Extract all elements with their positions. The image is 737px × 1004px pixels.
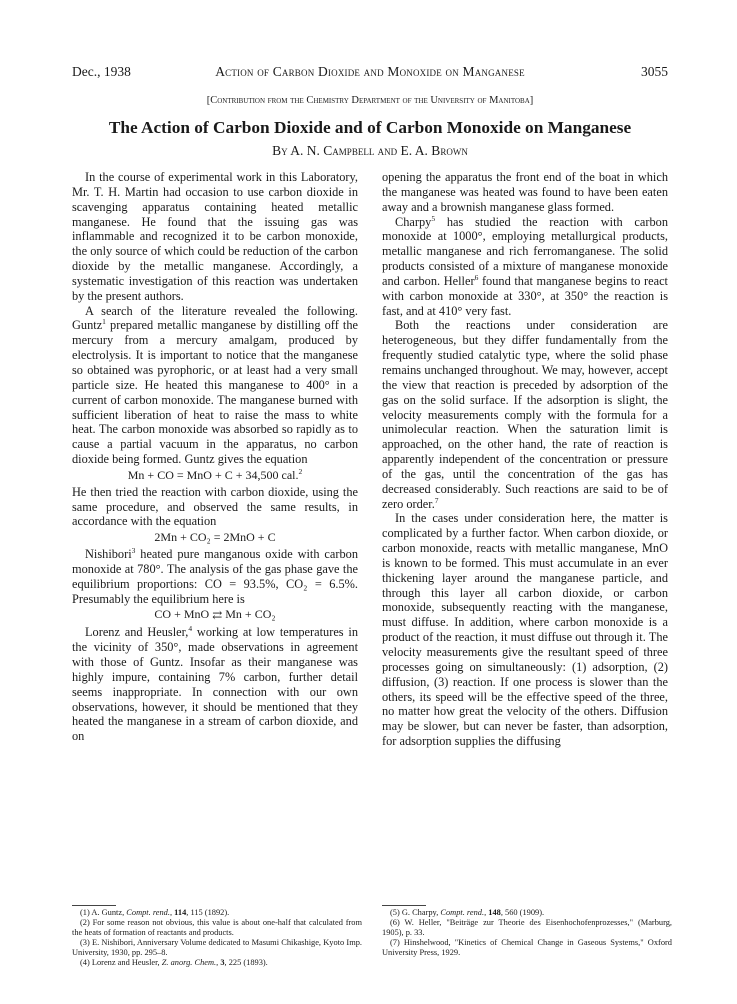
equation bbox=[72, 468, 358, 483]
text-run: prepared metallic manganese by distilling off the mercury from a mercury amalgam, produced by electrolysis. It is important to notice that the manganese so obtained was pyrophoric, or at least had a very small particle size. He heated this manganese to 400° in a current of carbon monoxide. The manganese burned with sufficient liberation of heat to raise the mass to white heat. The carbon monoxide was absorbed so rapidly as to cause a partial vacuum in the apparatus, no carbon dioxide being formed. Guntz gives the equation bbox=[72, 318, 358, 467]
equation: 2Mn + CO₂ = 2MnO + C bbox=[154, 530, 276, 545]
running-head bbox=[72, 64, 668, 82]
equation-text: CO + MnO bbox=[154, 607, 210, 622]
text-run: , bbox=[216, 958, 221, 967]
page-number: 3055 bbox=[641, 64, 668, 79]
footnote-ref: 6 bbox=[474, 272, 479, 282]
footnote-ref: 4 bbox=[188, 624, 193, 634]
paragraph bbox=[72, 547, 358, 606]
text-run: heated pure manganous oxide with carbon monoxide at 780°. The analysis of the gas phase gave the equilibrium proportions: CO = 93.5%, CO₂ = 6.5%. Presumably the equilibrium here is bbox=[72, 547, 358, 606]
text-run: Charpy bbox=[395, 214, 432, 229]
author-byline: By A. N. Campbell and E. A. Brown bbox=[272, 143, 468, 158]
text-run: Both the reactions under consideration are heterogeneous, but they differ fundamentally from the frequently studied catalytic type, where the solid phase remains unchanged throughout. We may, however, accept the view that reaction is preceded by adsorption of the gas on the solid surface. If the adsorption is slight, the velocity measurements comply with the formula for a unimolecular reaction. When the saturation limit is approached, on the other hand, the rate of reaction is apparently independent of the concentration or pressure of the gas, until the concentration of the gas has decreased considerably. Such reactions are said to be of zero order. bbox=[382, 318, 668, 511]
right-column bbox=[382, 170, 668, 749]
footnote: (2) For some reason not obvious, this value is about one-half that calculated from the heats of formation of reactants and products. bbox=[72, 918, 362, 937]
paragraph: In the course of experimental work in this Laboratory, Mr. T. H. Martin had occasion to use carbon dioxide in scavenging apparatus containing heated metallic manganese. He found that the issuing gas was inflammable and recognized it to be carbon monoxide, the only source of which could be reduction of the carbon dioxide by the metallic manganese. Accordingly, a systematic investigation of this reaction was undertaken by the present authors. bbox=[72, 170, 358, 303]
left-column bbox=[72, 170, 358, 744]
footnote-ref: 1 bbox=[102, 317, 106, 327]
footnote-divider bbox=[72, 905, 116, 906]
paragraph: In the cases under consideration here, the matter is complicated by a further factor. When carbon dioxide, or carbon monoxide, reacts with metallic manganese, MnO is known to be formed. This must accumulate in an ever thickening layer around the manganese particle, and through this layer all carbon dioxide, or carbon monoxide, subsequently reacting with the manganese, must diffuse. In addition, where carbon monoxide is a product of the reaction, it must diffuse out through it. The velocity measurements give the resultant speed of three processes going on simultaneously: (1) adsorption, (2) diffusion, (3) reaction. If one process is slower than the others, its speed will be the effective speed of the three, no matter how great the velocity of the others. Diffusion may be slower, but can never be faster, than adsorption, for adsorption supplies the diffusing bbox=[382, 511, 668, 749]
issue-date: Dec., 1938 bbox=[72, 64, 131, 79]
equation-text: Mn + CO₂ bbox=[225, 607, 276, 622]
text-run: found that manganese begins to react with carbon monoxide at 330°, at 350° the reaction is fast, and at 410° very fast. bbox=[382, 273, 668, 318]
text-run: , 115 (1892). bbox=[186, 908, 230, 917]
footnote bbox=[72, 908, 362, 918]
text-run: , bbox=[169, 908, 175, 917]
footnote: (3) E. Nishibori, Anniversary Volume dedicated to Masumi Chikashige, Kyoto Imp. University, 1930, pp. 295–8. bbox=[72, 938, 362, 957]
journal-name: Z. anorg. Chem. bbox=[161, 958, 217, 967]
text-run: , 560 (1909). bbox=[500, 908, 545, 917]
contribution-line: [Contribution from the Chemistry Department of the University of Manitoba] bbox=[206, 95, 534, 106]
text-run: (1) A. Guntz, bbox=[80, 908, 127, 917]
text-run: (4) Lorenz and Heusler, bbox=[80, 958, 162, 967]
volume: 148 bbox=[488, 908, 501, 917]
text-run: has studied the reaction with carbon monoxide at 1000°, employing metallurgical products, metallic manganese and rich ferromanganese. The solid products consisted of a mixture of manganese monoxide and carbon. Heller bbox=[382, 214, 668, 288]
text-run: Lorenz and Heusler, bbox=[85, 625, 189, 640]
equation bbox=[72, 607, 358, 623]
paragraph: opening the apparatus the front end of the boat in which the manganese was heated was found to have been eaten away and a brownish manganese glass formed. bbox=[382, 170, 668, 214]
footnote-divider bbox=[382, 905, 426, 906]
footnote-ref: 7 bbox=[434, 495, 439, 505]
footnote-ref: 5 bbox=[431, 213, 436, 223]
footnote: (7) Hinshelwood, "Kinetics of Chemical Change in Gaseous Systems," Oxford University Press, 1929. bbox=[382, 938, 672, 957]
article-title: The Action of Carbon Dioxide and of Carbon Monoxide on Manganese bbox=[108, 118, 632, 137]
journal-name: Compt. rend. bbox=[126, 908, 170, 917]
paragraph bbox=[72, 625, 358, 744]
journal-name: Compt. rend. bbox=[440, 908, 485, 917]
footnotes-left bbox=[72, 908, 362, 968]
volume: 3 bbox=[220, 958, 225, 967]
text-run: working at low temperatures in the vicinity of 350°, made observations in agreement with those of Guntz. Insofar as their manganese was highly impure, containing 7% carbon, further detail seems inappropriate. In connection with our own observations, however, it should be mentioned that they heated the manganese in a stream of carbon dioxide, and on bbox=[72, 625, 358, 744]
footnote bbox=[382, 908, 672, 918]
text-run: Nishibori bbox=[85, 547, 132, 562]
footnote-ref: 2 bbox=[298, 466, 303, 476]
text-run: , bbox=[484, 908, 489, 917]
text-run: (5) G. Charpy, bbox=[390, 908, 441, 917]
text-run: , 225 (1893). bbox=[224, 958, 268, 967]
text-run: A search of the literature revealed the following. Guntz bbox=[72, 303, 358, 333]
footnote bbox=[72, 958, 362, 968]
equation-text: Mn + CO = MnO + C + 34,500 cal. bbox=[127, 467, 299, 482]
footnotes-right bbox=[382, 908, 672, 958]
paragraph bbox=[382, 318, 668, 511]
footnote-ref: 3 bbox=[131, 545, 136, 555]
volume: 114 bbox=[174, 908, 187, 917]
paragraph: He then tried the reaction with carbon dioxide, using the same procedure, and observed the same results, in accordance with the equation bbox=[72, 484, 358, 529]
running-title: Action of Carbon Dioxide and Monoxide on Manganese bbox=[215, 64, 525, 79]
footnote: (6) W. Heller, "Beiträge zur Theorie des Eisenhochofenprozesses," (Marburg, 1905), p. 33. bbox=[382, 918, 672, 937]
paragraph bbox=[382, 215, 668, 319]
equilibrium-arrow-icon: ⇄ bbox=[212, 608, 223, 623]
paragraph bbox=[72, 304, 358, 467]
